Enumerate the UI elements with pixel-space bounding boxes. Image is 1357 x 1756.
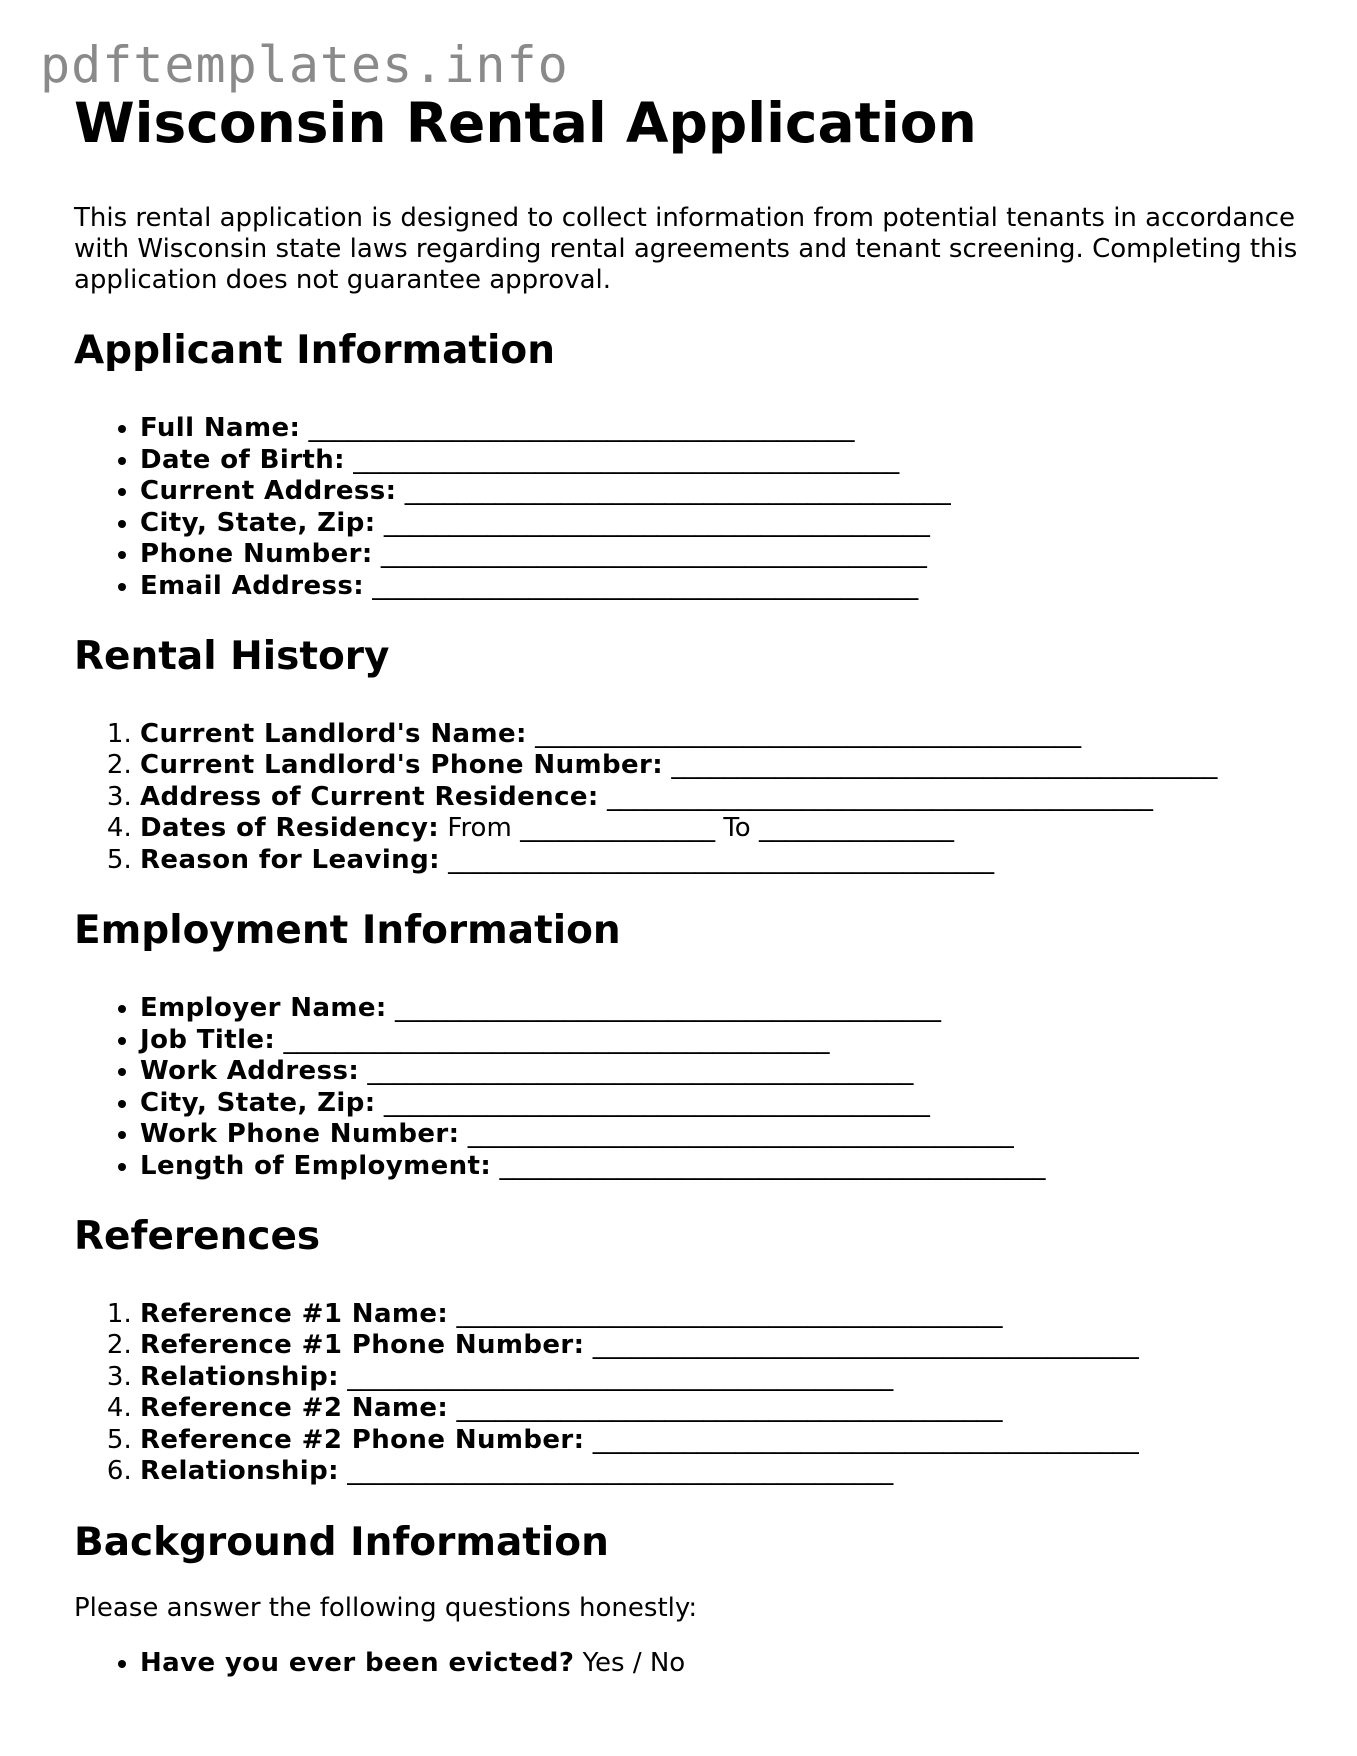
fill-blank[interactable]: __________________________________________: [380, 539, 927, 570]
list-item: [140, 476, 1314, 508]
field-label: Relationship:: [140, 1456, 339, 1487]
field-label: Employer Name:: [140, 993, 387, 1024]
to-label: To: [723, 813, 751, 844]
field-label: Job Title:: [140, 1024, 276, 1055]
field-label: Email Address:: [140, 570, 365, 601]
field-label: Reason for Leaving:: [140, 844, 440, 875]
field-label: City, State, Zip:: [140, 1087, 376, 1118]
rental-heading: Rental History: [74, 634, 390, 680]
references-list: [74, 1299, 1314, 1488]
field-label: Current Landlord's Phone Number:: [140, 750, 664, 781]
background-section: [74, 1520, 1314, 1679]
fill-blank[interactable]: __________________________________________: [395, 993, 941, 1024]
field-label: Reference #1 Phone Number:: [140, 1330, 585, 1361]
fill-blank[interactable]: __________________________________________: [283, 1024, 830, 1055]
fill-blank[interactable]: __________________________________________: [592, 1330, 1139, 1361]
from-label: From: [447, 813, 512, 844]
list-item: [140, 750, 1314, 782]
fill-blank[interactable]: __________________________________________: [671, 750, 1218, 781]
fill-blank[interactable]: __________________________________________: [372, 570, 919, 601]
rental-list: [74, 719, 1314, 877]
fill-blank[interactable]: __________________________________________: [499, 1150, 1046, 1181]
list-item: [140, 1299, 1314, 1331]
to-date-blank[interactable]: _______________: [758, 813, 954, 844]
yes-no-answer[interactable]: Yes / No: [582, 1647, 686, 1678]
fill-blank[interactable]: __________________________________________: [347, 1456, 894, 1487]
employment-heading: Employment Information: [74, 908, 621, 954]
field-label: Length of Employment:: [140, 1150, 492, 1181]
field-label: Relationship:: [140, 1361, 339, 1392]
list-item: [140, 782, 1314, 814]
list-item: [140, 1425, 1314, 1457]
list-item: [140, 1025, 1314, 1057]
list-item: [140, 1648, 1314, 1680]
field-label: Work Phone Number:: [140, 1119, 460, 1150]
field-label: Current Address:: [140, 476, 397, 507]
fill-blank[interactable]: __________________________________________: [308, 413, 855, 444]
background-intro: Please answer the following questions honestly:: [74, 1592, 698, 1623]
fill-blank[interactable]: __________________________________________: [367, 1056, 914, 1087]
applicant-section: [74, 328, 1314, 602]
fill-blank[interactable]: __________________________________________: [535, 718, 1082, 749]
fill-blank[interactable]: __________________________________________: [383, 507, 930, 538]
list-item: [140, 1456, 1314, 1488]
field-label: Current Landlord's Name:: [140, 718, 527, 749]
field-label: City, State, Zip:: [140, 507, 376, 538]
list-item: [140, 719, 1314, 751]
background-heading: Background Information: [74, 1519, 609, 1565]
list-item: [140, 1119, 1314, 1151]
field-label: Dates of Residency:: [140, 813, 440, 844]
rental-section: [74, 634, 1314, 876]
fill-blank[interactable]: __________________________________________: [456, 1298, 1003, 1329]
references-section: [74, 1214, 1314, 1488]
list-item: [140, 1088, 1314, 1120]
applicant-list: [74, 413, 1314, 602]
field-label: Reference #2 Name:: [140, 1393, 449, 1424]
list-item: [140, 1330, 1314, 1362]
field-label: Reference #2 Phone Number:: [140, 1424, 585, 1455]
fill-blank[interactable]: __________________________________________: [353, 444, 900, 475]
employment-list: [74, 993, 1314, 1182]
fill-blank[interactable]: __________________________________________: [448, 844, 995, 875]
list-item: [140, 813, 1314, 845]
applicant-heading: Applicant Information: [74, 328, 555, 374]
field-label: Date of Birth:: [140, 444, 345, 475]
fill-blank[interactable]: __________________________________________: [467, 1119, 1014, 1150]
field-label: Work Address:: [140, 1056, 360, 1087]
intro-paragraph: This rental application is designed to collect information from potential tenants in accordance with Wisconsin state laws regarding rental agreements and tenant screening. Completing this application does not guarantee approval.: [74, 203, 1298, 296]
fill-blank[interactable]: __________________________________________: [456, 1393, 1003, 1424]
list-item: [140, 571, 1314, 603]
watermark: pdftemplates.info: [40, 36, 569, 94]
employment-section: [74, 908, 1314, 1182]
from-date-blank[interactable]: _______________: [520, 813, 716, 844]
question-label: Have you ever been evicted?: [140, 1647, 575, 1678]
list-item: [140, 845, 1314, 877]
list-item: [140, 1362, 1314, 1394]
list-item: [140, 508, 1314, 540]
fill-blank[interactable]: __________________________________________: [383, 1087, 930, 1118]
list-item: [140, 445, 1314, 477]
fill-blank[interactable]: __________________________________________: [347, 1361, 894, 1392]
field-label: Phone Number:: [140, 539, 373, 570]
field-label: Reference #1 Name:: [140, 1298, 449, 1329]
references-heading: References: [74, 1214, 321, 1260]
field-label: Full Name:: [140, 413, 301, 444]
field-label: Address of Current Residence:: [140, 781, 599, 812]
list-item: [140, 993, 1314, 1025]
page-title: Wisconsin Rental Application: [74, 91, 977, 155]
list-item: [140, 1056, 1314, 1088]
list-item: [140, 413, 1314, 445]
background-list: [74, 1648, 1314, 1680]
list-item: [140, 539, 1314, 571]
fill-blank[interactable]: __________________________________________: [607, 781, 1153, 812]
fill-blank[interactable]: __________________________________________: [592, 1424, 1139, 1455]
document-page: [74, 92, 1314, 1679]
list-item: [140, 1393, 1314, 1425]
fill-blank[interactable]: __________________________________________: [404, 476, 951, 507]
list-item: [140, 1151, 1314, 1183]
